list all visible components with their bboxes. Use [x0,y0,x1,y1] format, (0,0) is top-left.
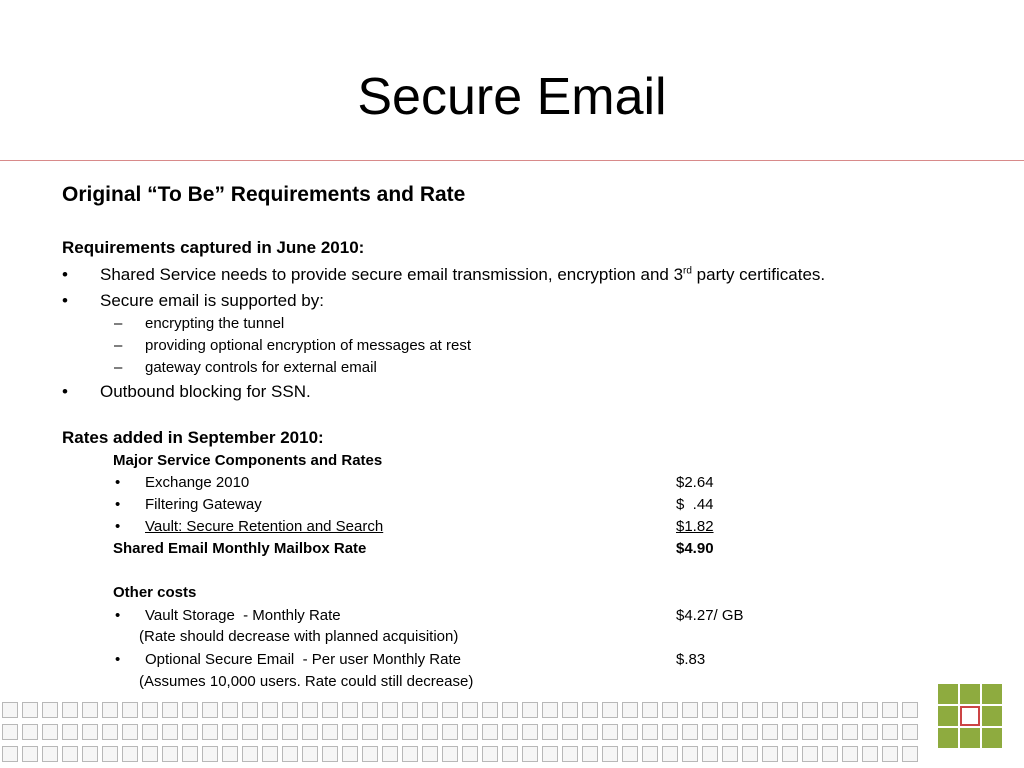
tile [482,746,498,762]
tile [2,702,18,718]
bullet-marker: • [115,474,121,491]
tile [82,724,98,740]
rates-heading: Rates added in September 2010: [62,428,324,447]
tile [742,702,758,718]
tile [142,702,158,718]
tile [542,746,558,762]
tile [462,702,478,718]
tile [722,702,738,718]
tile [342,702,358,718]
tile [422,702,438,718]
requirement-bullet-1-text: Shared Service needs to provide secure email transmission, encryption and 3 [100,265,684,284]
tile [582,702,598,718]
decorative-tile-pattern [0,698,1024,768]
tile [682,702,698,718]
total-rate: $4.90 [676,540,714,557]
tile [522,702,538,718]
bullet-marker: • [115,607,121,624]
bullet-marker: • [115,518,121,535]
tile [342,724,358,740]
tile [242,702,258,718]
tile [622,724,638,740]
tile [862,724,878,740]
tile [902,746,918,762]
tile [802,702,818,718]
tile [822,746,838,762]
bullet-marker: • [62,382,68,401]
bullet-marker: • [62,265,68,284]
tile [562,746,578,762]
tile [522,724,538,740]
tile [162,746,178,762]
tile [122,724,138,740]
tile [322,724,338,740]
total-label: Shared Email Monthly Mailbox Rate [113,540,367,557]
requirement-bullet-3: Outbound blocking for SSN. [100,382,311,401]
tile [22,746,38,762]
tile [902,724,918,740]
tile [382,724,398,740]
tile [202,702,218,718]
tile [282,724,298,740]
tile [542,724,558,740]
tile [602,702,618,718]
tile [442,702,458,718]
tile [282,702,298,718]
tile [862,746,878,762]
component-rate: $ .44 [676,496,714,513]
tile [862,702,878,718]
tile [182,724,198,740]
tile [602,746,618,762]
tile [562,724,578,740]
tile [502,724,518,740]
tile [402,702,418,718]
tile [362,724,378,740]
tile [742,746,758,762]
tile [642,724,658,740]
tile [822,724,838,740]
tile [422,724,438,740]
tile [842,702,858,718]
component-label: Exchange 2010 [145,474,250,491]
tile [462,724,478,740]
tile [322,702,338,718]
other-cost-label: Vault Storage - Monthly Rate [145,607,341,624]
component-label: Vault: Secure Retention and Search [145,518,384,535]
tile [22,724,38,740]
tile [702,724,718,740]
tile [162,724,178,740]
tile [582,746,598,762]
requirement-bullet-1-end: party certificates. [691,265,826,284]
tile [782,746,798,762]
tile [662,724,678,740]
tile [622,702,638,718]
tile [302,724,318,740]
tile [62,724,78,740]
tile [882,746,898,762]
superscript-rd: rd [683,265,692,277]
dash-marker: – [114,315,123,332]
tile [442,724,458,740]
tile [202,724,218,740]
tile [342,746,358,762]
tile [102,724,118,740]
tile [42,746,58,762]
dash-marker: – [114,337,123,354]
tile [2,746,18,762]
tile [642,746,658,762]
tile [22,702,38,718]
tile [422,746,438,762]
tile [402,746,418,762]
tile [382,702,398,718]
tile [502,702,518,718]
other-cost-rate: $.83 [676,651,706,668]
tile [382,746,398,762]
tile-row [2,724,1024,742]
tile [622,746,638,762]
tile [882,724,898,740]
tile [182,702,198,718]
tile [102,746,118,762]
other-cost-label: Optional Secure Email - Per user Monthly Rate [145,651,461,668]
tile [302,746,318,762]
tile [242,746,258,762]
tile [702,702,718,718]
tile [542,702,558,718]
tile [762,702,778,718]
tile [202,746,218,762]
sub-bullet-3: gateway controls for external email [145,359,377,376]
tile [482,724,498,740]
tile [842,746,858,762]
tile [742,724,758,740]
slide-title: Secure Email [357,68,667,126]
other-costs-heading: Other costs [113,584,197,601]
tile [562,702,578,718]
tile [802,746,818,762]
tile [302,702,318,718]
sub-bullet-2: providing optional encryption of messages at rest [145,337,472,354]
sub-bullet-1: encrypting the tunnel [145,315,285,332]
tile [882,702,898,718]
other-cost-note: (Rate should decrease with planned acquisition) [139,628,459,645]
tile [222,702,238,718]
tile [602,724,618,740]
tile [582,724,598,740]
requirement-bullet-1 [100,265,825,285]
tile [502,746,518,762]
tile [322,746,338,762]
tile [662,746,678,762]
tile [362,746,378,762]
tile [782,702,798,718]
tile [222,746,238,762]
tile [82,746,98,762]
tile [722,746,738,762]
tile [62,746,78,762]
dash-marker: – [114,359,123,376]
tile [662,702,678,718]
tile [722,724,738,740]
tile [122,746,138,762]
tile [42,724,58,740]
tile [442,746,458,762]
other-cost-note: (Assumes 10,000 users. Rate could still decrease) [139,673,474,690]
other-cost-rate: $4.27/ GB [676,607,744,624]
tile [262,702,278,718]
tile-row [2,702,1024,720]
tile [702,746,718,762]
tile [362,702,378,718]
tile [522,746,538,762]
tile [82,702,98,718]
bullet-marker: • [62,291,68,310]
tile [162,702,178,718]
tile [842,724,858,740]
component-rate: $1.82 [676,518,714,535]
tile [822,702,838,718]
requirements-heading: Requirements captured in June 2010: [62,238,365,257]
tile [282,746,298,762]
tile [762,724,778,740]
logo [936,682,1004,750]
tile [142,724,158,740]
tile [122,702,138,718]
tile [242,724,258,740]
bullet-marker: • [115,496,121,513]
tile-row [2,746,1024,764]
tile [182,746,198,762]
component-label: Filtering Gateway [145,496,262,513]
tile [802,724,818,740]
tile [642,702,658,718]
tile [482,702,498,718]
tile [762,746,778,762]
tile [62,702,78,718]
tile [142,746,158,762]
tile [682,746,698,762]
title-divider [0,160,1024,161]
tile [462,746,478,762]
tile [682,724,698,740]
section-heading: Original “To Be” Requirements and Rate [62,183,466,206]
component-rate: $2.64 [676,474,714,491]
tile [782,724,798,740]
tile [262,724,278,740]
components-heading: Major Service Components and Rates [113,452,383,469]
tile [42,702,58,718]
bullet-marker: • [115,651,121,668]
tile [2,724,18,740]
requirement-bullet-2: Secure email is supported by: [100,291,324,310]
tile [222,724,238,740]
tile [402,724,418,740]
tile [902,702,918,718]
tile [102,702,118,718]
tile [262,746,278,762]
